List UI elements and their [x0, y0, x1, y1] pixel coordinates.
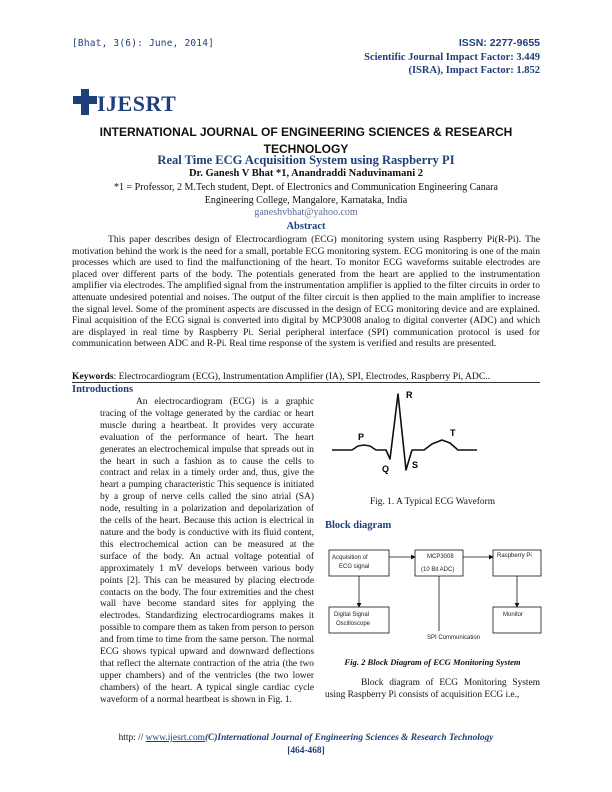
introduction-heading: Introductions [72, 384, 134, 395]
abstract-text: This paper describes design of Electrocardiogram (ECG) monitoring system using Raspberry Pi(R-Pi). The motivation behind the work is the need for a small, portable ECG monitoring system. ECG monitoring is one of the main processes which are used to find the malfunctioning of the heart. To monitor ECG waveforms suitable electrodes are placed over different parts of the body. The potentials generated from the heart are applied to the instrumentation amplifier via electrodes. The amplified signal from the instrumentation amplifier is applied to the filter circuits in order to attenuate undesired potential and noises. The output of the filter circuit is then applied to the main amplifier to increase the signal level. Some of the prominent aspects are discussed in the design of ECG monitoring device and are explained. Final acquisition of the ECG signal is converted into digital by MCP3008 analog to digital converter (ADC) and which are displayed in real time by Raspberry Pi. Serial peripheral interface (SPI) communication protocol is used for communication between ADC and R-Pi. Real time response of the system is verified and results are presented. [72, 234, 540, 350]
page-range: [464-468] [287, 746, 325, 756]
journal-metrics [364, 37, 540, 78]
monitor-label: Monitor [503, 612, 524, 618]
figure-2-caption: Fig. 2 Block Diagram of ECG Monitoring System [344, 657, 521, 667]
abstract-heading: Abstract [286, 221, 326, 232]
author-email-link[interactable]: ganeshvbhat@yahoo.com [254, 207, 358, 218]
block-diagram-heading: Block diagram [325, 520, 392, 531]
ecg-label-r: R [406, 390, 413, 400]
block-diagram-figure [323, 545, 543, 649]
acquisition-box [329, 550, 389, 576]
logo-cross-icon [73, 87, 97, 117]
spi-label: SPI Communication [427, 635, 481, 641]
journal-website-link[interactable]: www.ijesrt.com [145, 733, 205, 743]
affiliation-line-2: Engineering College, Mangalore, Karnataka, India [204, 195, 408, 206]
footer [72, 733, 540, 743]
ecg-label-s: S [412, 460, 419, 470]
citation-header: [Bhat, 3(6): June, 2014] [72, 38, 215, 49]
impact-factor-line-1: Scientific Journal Impact Factor: 3.449 [364, 51, 540, 63]
acquisition-label-2: ECG signal [339, 564, 370, 570]
monitor-box [493, 607, 541, 633]
ecg-label-q: Q [382, 464, 390, 474]
journal-logo: IJESRT [97, 91, 177, 116]
paper-title: Real Time ECG Acquisition System using Raspberry PI [157, 153, 455, 167]
oscilloscope-box [329, 607, 389, 633]
introduction-text: An electrocardiogram (ECG) is a graphic tracing of the voltage generated by the cardiac or heart muscle during a heartbeat. It provides very accurate evaluation of the performance of heart. The heart generates an electrochemical impulse that spreads out in the heart in such a fashion as to cause the cells to contract and relax in a timely order and, thus, give the heart a pumping characteristic This sequence is initiated by a group of nerve cells called the sino atrial (SA) node, resulting in a polarization and depolarization of the cells of the heart. Because this action is electrical in nature and the body is conductive with its fluid content, this electrochemical action can be measured at the surface of the body. An actual voltage potential of approximately 1 mV develops between various body points [2]. This can be measured by placing electrode contacts on the body. The four extremities and the chest wall have become standard sites for applying the electrodes. Standardizing electrocardiograms makes it possible to compare them as taken from person to person and from time to time from the same person. The normal ECG shows typical upward and downward deflections that reflect the alternate contraction of the atria (the two upper chambers) and of the ventricles (the two lower chambers) of the heart. A typical single cardiac cycle waveform of a normal heartbeat is shown in Fig. 1. [100, 397, 314, 705]
adc-label-2: (10 Bit ADC) [421, 567, 455, 573]
oscilloscope-label-2: Oscilloscope [336, 621, 371, 627]
keywords [72, 371, 540, 382]
ecg-label-t: T [450, 428, 456, 438]
ecg-label-p: P [358, 432, 365, 442]
ecg-waveform-figure [332, 388, 492, 488]
keywords-label: Keywords [72, 371, 114, 382]
footer-journal-name: (C)International Journal of Engineering Sciences & Research Technology [204, 733, 494, 743]
issn: ISSN: 2277-9655 [458, 37, 540, 49]
footer-url-prefix: http: // [118, 733, 146, 743]
affiliation [72, 181, 540, 207]
acquisition-label-1: Acquisition of [332, 555, 368, 561]
raspberry-pi-label: Raspberry Pi [497, 553, 532, 559]
keywords-text: : Electrocardiogram (ECG), Instrumentation Amplifier (IA), SPI, Electrodes, Raspberry Pi, ADC.. [113, 371, 491, 382]
oscilloscope-label-1: Digital Signal [334, 612, 370, 618]
authors: Dr. Ganesh V Bhat *1, Anandraddi Naduvinamani 2 [188, 168, 424, 179]
journal-name-line-1: INTERNATIONAL JOURNAL OF ENGINEERING SCIENCES & RESEARCH [99, 125, 513, 139]
section-divider [72, 382, 540, 383]
adc-label-1: MCP3008 [427, 554, 454, 560]
affiliation-line-1: *1 = Professor, 2 M.Tech student, Dept. of Electronics and Communication Engineering Canara [114, 182, 498, 193]
impact-factor-line-2: (ISRA), Impact Factor: 1.852 [408, 65, 540, 76]
figure-1-caption: Fig. 1. A Typical ECG Waveform [369, 497, 496, 507]
journal-name-line-2: TECHNOLOGY [263, 142, 349, 156]
block-diagram-text: Block diagram of ECG Monitoring System using Raspberry Pi consists of acquisition ECG i.e., [325, 678, 540, 700]
